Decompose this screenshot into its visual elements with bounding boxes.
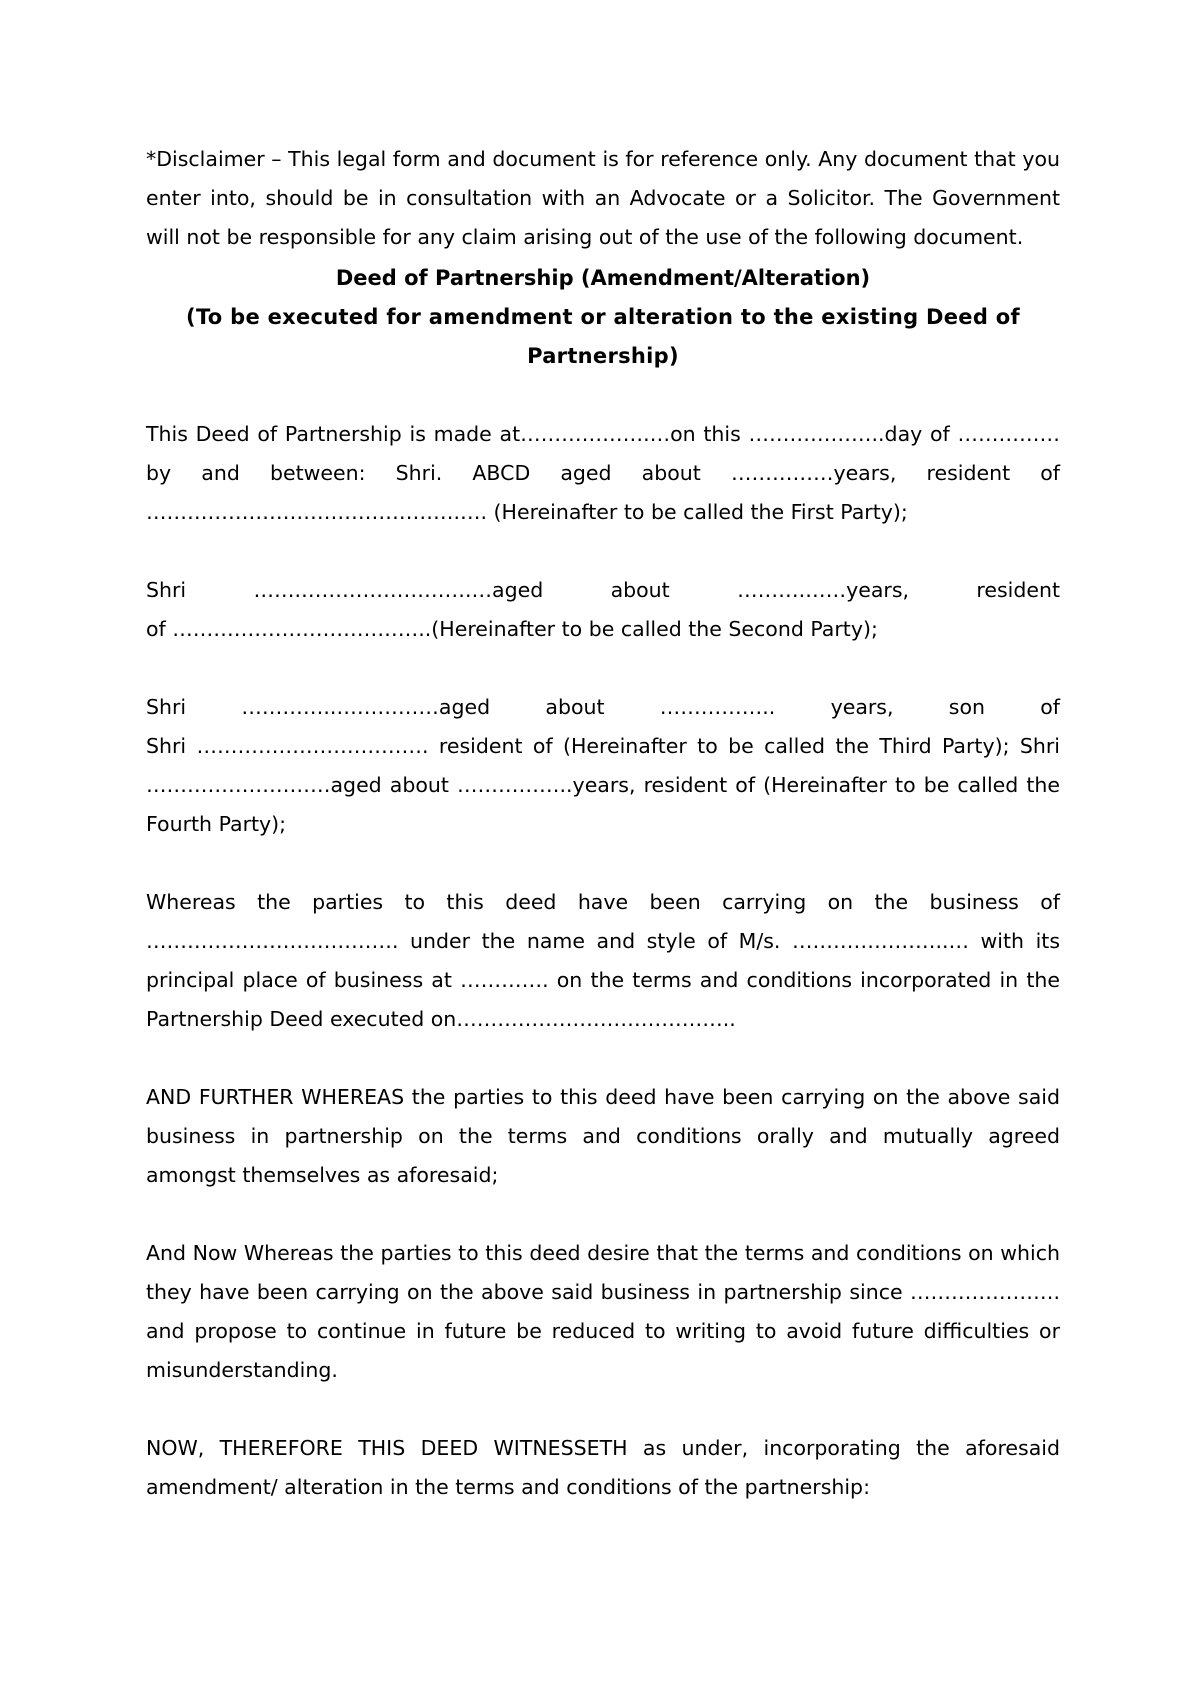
disclaimer-paragraph: *Disclaimer – This legal form and document is for reference only. Any document that you enter into, should be in consultation with an Advocate or a Solicitor. The Government will not be responsible for any claim arising out of the use of the following document. — [146, 147, 1060, 249]
spacer — [146, 1195, 1060, 1234]
spacer — [146, 376, 1060, 415]
witnesseth-paragraph: NOW, THEREFORE THIS DEED WITNESSETH as under, incorporating the aforesaid amendment/ alteration in the terms and conditions of the partnership: — [146, 1436, 1060, 1499]
document-page — [146, 140, 1060, 1507]
document-title: Deed of Partnership (Amendment/Alteration) — [335, 266, 871, 290]
spacer — [146, 844, 1060, 883]
document-subtitle: (To be executed for amendment or alteration to the existing Deed of Partnership) — [186, 305, 1020, 368]
spacer — [146, 1390, 1060, 1429]
second-party-line-2: of ………………………………..(Hereinafter to be called the Second Party); — [146, 617, 878, 641]
whereas-paragraph: Whereas the parties to this deed have been carrying on the business of ………………………………. under the name and style of M/s. …………………..… with its principal place of business at …………. on the terms and conditions incorporated in the Partnership Deed executed on………………………………….. — [146, 890, 1060, 1031]
spacer — [146, 649, 1060, 688]
third-fourth-party-paragraph: Shri ……………………………. resident of (Hereinafter to be called the Third Party); Shri ………………………aged about ……………..years, resident of (Hereinafter to be called the Fourth Party); — [146, 734, 1060, 836]
further-whereas-paragraph: AND FURTHER WHEREAS the parties to this deed have been carrying on the above said business in partnership on the terms and conditions orally and mutually agreed amongst themselves as aforesaid; — [146, 1085, 1060, 1187]
spacer — [146, 1039, 1060, 1078]
third-party-line-1: Shri …………..……………aged about …………….. years, son of — [146, 695, 1060, 719]
now-whereas-paragraph: And Now Whereas the parties to this deed desire that the terms and conditions on which they have been carrying on the above said business in partnership since …………………. and propose to continue in future be reduced to writing to avoid future difficulties or misunderstanding. — [146, 1241, 1060, 1382]
first-party-paragraph: This Deed of Partnership is made at……………….…on this ………………..day of ……………by and between: Shri. ABCD aged about ……………years, resident of ……………………………………….…. (Hereinafter to be called the First Party); — [146, 422, 1060, 524]
second-party-line-1: Shri …….…………………….…aged about ……….……years, resident — [146, 578, 1060, 602]
spacer — [146, 532, 1060, 571]
